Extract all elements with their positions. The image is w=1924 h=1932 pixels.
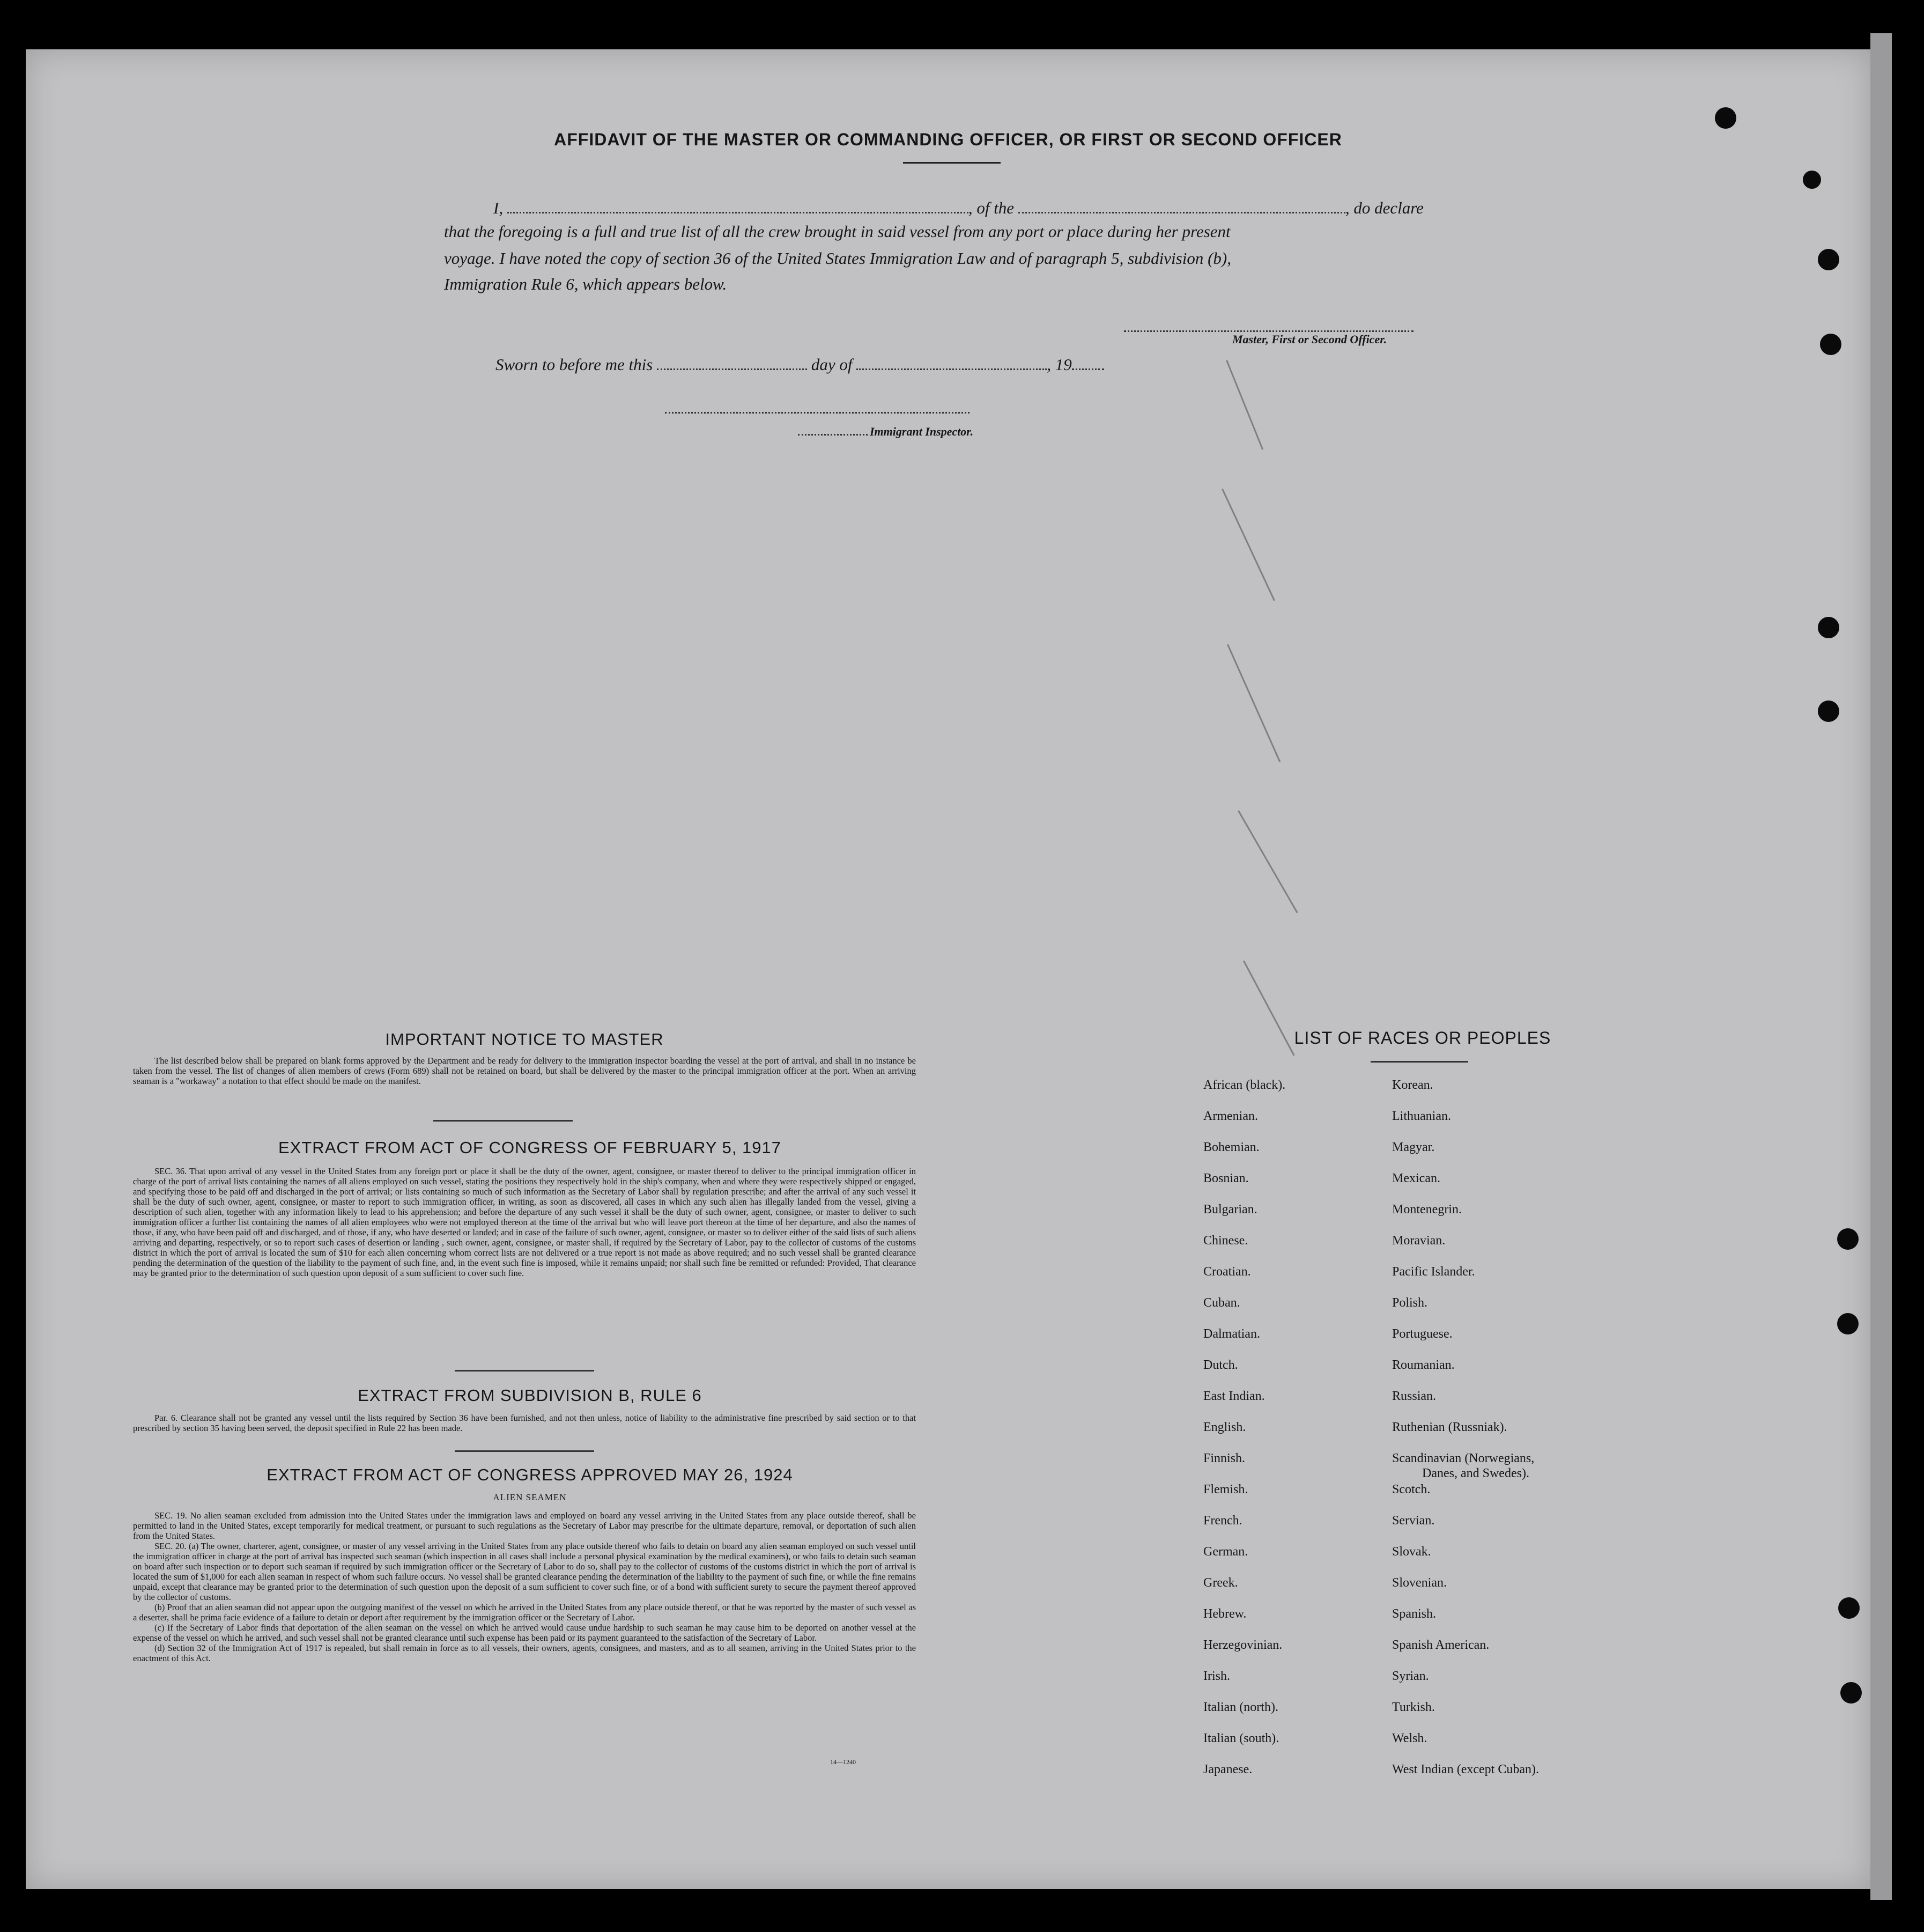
race-item: Montenegrin. — [1392, 1203, 1462, 1216]
race-item: Armenian. — [1203, 1109, 1258, 1123]
race-item: Greek. — [1203, 1576, 1238, 1590]
vessel-blank — [1018, 212, 1345, 213]
race-item: German. — [1203, 1545, 1248, 1559]
race-item: Scandinavian (Norwegians, — [1392, 1451, 1535, 1465]
race-item: Italian (north). — [1203, 1700, 1278, 1714]
race-item: Magyar. — [1392, 1140, 1435, 1154]
affidavit-line1-end: , do declare — [1345, 198, 1424, 217]
affidavit-line-3: voyage. I have noted the copy of section 36 of the United States Immigration Law and of paragraph 5, subdivision (b), — [444, 249, 1231, 268]
section-divider — [433, 1120, 573, 1122]
extract-1917-text: SEC. 36. That upon arrival of any vessel in the United States from any foreign port or place it shall be the duty of the owner, agent, consignee, or master thereof to deliver to the principal immigration officer in charge of the port of arrival lists containing the names of all aliens employed on such vessel, stating the positions they respectively hold in the ship's company, when and where they were respectively shipped or engaged, and specifying those to be paid off and discharged in the port of arrival; or lists containing so much of such information as the Secretary of Labor shall by regulation prescribe; and after the arrival of any such vessel it shall be the duty of such owner, agent, consignee, or master to report to such immigration officer, in writing, as soon as discovered, all cases in which any such alien has illegally landed from the vessel, giving a description of such alien, together with any information likely to lead to his apprehension; and before the departure of any such vessel it shall be the duty of such owner, agent, consignee, or master to deliver to such immigration officer a further list containing the names of all alien employees who were not employed thereon at the time of the arrival but who will leave port thereon at the time of her departure, and also the names of those, if any, who have been paid off and discharged, and of those, if any, who have deserted or landed; and in case of the failure of such owner, agent, consignee, or master so to deliver either of the said lists of such aliens arriving and departing, respectively, or so to report such cases of desertion or landing , such owner, agent, consignee, or master shall, if required by the Secretary of Labor, pay to the collector of customs of the customs district in which the port of arrival is located the sum of $10 for each alien concerning whom correct lists are not delivered or a true report is not made as above required; and no such vessel shall be granted clearance pending the determination of the question of the liability to the payment of such fine, and, in the event such fine is imposed, while it remains unpaid; nor shall such fine be remitted or refunded: Provided, That clearance may be granted prior to the determination of such question upon deposit of a sum sufficient to cover such fine. — [133, 1166, 916, 1278]
pencil-mark — [1222, 489, 1275, 601]
sworn-day-blank — [657, 368, 807, 370]
sec-20a-paragraph: SEC. 20. (a) The owner, charterer, agent, consignee, or master of any vessel arriving in the United States from any place outside thereof who fails to detain on board any alien seaman employed on such vessel until the immigration officer in charge at the port of arrival has inspected such seaman (which inspection in all cases shall include a personal physical examination by the medical examiners), or who fails to detain such seaman on board after such inspection or to deport such seaman if required by such immigration officer or the Secretary of Labor to do so, shall pay to the collector of customs of the customs district in which the port of arrival is located the sum of $1,000 for each alien seaman in respect of whom such failure occurs. No vessel shall be granted clearance pending the determination of the liability to the payment of such fine, or while the fine remains unpaid, except that clearance may be granted prior to the determination of such question upon the deposit of a sum sufficient to cover such fine, or of a bond with sufficient surety to secure the payment thereof approved by the collector of customs. — [133, 1541, 916, 1602]
extract-rule6-text: Par. 6. Clearance shall not be granted any vessel until the lists required by Section 36 have been furnished, and not then unless, notice of liability to the administrative fine prescribed by said section or to that prescribed by section 35 having been served, the deposit specified in Rule 22 has been made. — [133, 1413, 916, 1433]
inspector-label-row — [798, 425, 973, 439]
extract-rule6-title: EXTRACT FROM SUBDIVISION B, RULE 6 — [358, 1386, 702, 1405]
affidavit-line-1 — [493, 198, 1424, 218]
race-item: Slovak. — [1392, 1545, 1431, 1559]
race-item: Korean. — [1392, 1078, 1433, 1092]
pencil-mark — [1238, 810, 1298, 913]
inspector-signature-line — [665, 412, 970, 414]
race-item: Chinese. — [1203, 1234, 1248, 1248]
sworn-line — [495, 355, 1104, 374]
race-item: Finnish. — [1203, 1451, 1246, 1465]
pencil-mark — [1226, 360, 1263, 450]
extract-1917-title: EXTRACT FROM ACT OF CONGRESS OF FEBRUARY 5, 1917 — [278, 1138, 782, 1157]
affidavit-line-4: Immigration Rule 6, which appears below. — [444, 275, 727, 293]
binder-hole — [1818, 700, 1839, 722]
race-item: Flemish. — [1203, 1483, 1248, 1496]
race-item: Bohemian. — [1203, 1140, 1260, 1154]
inspector-label: Immigrant Inspector. — [870, 425, 974, 438]
section-divider — [455, 1450, 594, 1452]
notice-text: The list described below shall be prepared on blank forms approved by the Department and be ready for delivery to the immigration inspector boarding the vessel at the port of arrival, and shall in no instance be taken from the vessel. The list of changes of alien members of crews (Form 689) shall not be retained on board, but shall be delivered by the master to the principal immigration officer at the port. When an arriving seaman is a "workaway" a notation to that effect should be made on the manifest. — [133, 1056, 916, 1086]
race-item: Russian. — [1392, 1389, 1437, 1403]
binder-hole — [1837, 1228, 1859, 1250]
document-page — [26, 49, 1870, 1889]
race-item: Japanese. — [1203, 1763, 1253, 1776]
race-item: Pacific Islander. — [1392, 1265, 1475, 1279]
race-item: African (black). — [1203, 1078, 1286, 1092]
sworn-year-blank — [1072, 368, 1104, 370]
inspector-dots — [798, 434, 868, 436]
pencil-mark — [1227, 644, 1281, 762]
binder-hole — [1715, 107, 1736, 129]
alien-seamen-subtitle: ALIEN SEAMEN — [493, 1492, 567, 1502]
page-edge — [1870, 33, 1892, 1900]
binder-hole — [1818, 249, 1839, 270]
race-item: Welsh. — [1392, 1731, 1427, 1745]
race-item: Dalmatian. — [1203, 1327, 1260, 1341]
sec-20c-paragraph: (c) If the Secretary of Labor finds that deportation of the alien seaman on the vessel on which he arrived would cause undue hardship to such seaman he may cause him to be deported on another vessel at the expense of the vessel on which he arrived, and such vessel shall not be granted clearance until such expense has been paid or its payment guaranteed to the satisfaction of the Secretary of Labor. — [133, 1623, 916, 1643]
affidavit-title: AFFIDAVIT OF THE MASTER OR COMMANDING OFFICER, OR FIRST OR SECOND OFFICER — [554, 130, 1342, 149]
race-item: Dutch. — [1203, 1358, 1238, 1372]
race-item: Moravian. — [1392, 1234, 1446, 1248]
races-title-rule — [1371, 1061, 1468, 1063]
race-item: English. — [1203, 1420, 1246, 1434]
race-item: French. — [1203, 1514, 1242, 1528]
sec-19-paragraph: SEC. 19. No alien seaman excluded from admission into the United States under the immigration laws and employed on board any vessel arriving in the United States from any place outside thereof, shall be permitted to land in the United States, except temporarily for medical treatment, or pursuant to such regulations as the Secretary of Labor may prescribe for the ultimate departure, removal, or deportation of such alien from the United States. — [133, 1510, 916, 1541]
sworn-start: Sworn to before me this — [495, 355, 653, 374]
master-signature-line — [1124, 330, 1414, 332]
race-item: Cuban. — [1203, 1296, 1240, 1310]
race-item: Slovenian. — [1392, 1576, 1447, 1590]
race-item: Herzegovinian. — [1203, 1638, 1283, 1652]
race-item: Hebrew. — [1203, 1607, 1247, 1621]
race-item: Polish. — [1392, 1296, 1428, 1310]
section-divider — [455, 1370, 594, 1371]
form-number: 14—1240 — [830, 1758, 856, 1766]
race-item: East Indian. — [1203, 1389, 1265, 1403]
race-item: Spanish. — [1392, 1607, 1437, 1621]
binder-hole — [1838, 1597, 1860, 1619]
binder-hole — [1818, 617, 1839, 638]
race-item: West Indian (except Cuban). — [1392, 1763, 1539, 1776]
sworn-end: , 19 — [1047, 355, 1072, 374]
name-blank — [507, 212, 968, 213]
race-item: Portuguese. — [1392, 1327, 1453, 1341]
race-item: Bulgarian. — [1203, 1203, 1257, 1216]
race-item: Syrian. — [1392, 1669, 1429, 1683]
affidavit-line1-start: I, — [493, 198, 504, 217]
race-item: Scotch. — [1392, 1483, 1431, 1496]
race-item: Ruthenian (Russniak). — [1392, 1420, 1507, 1434]
master-signature-label: Master, First or Second Officer. — [1232, 333, 1387, 346]
binder-hole — [1840, 1682, 1862, 1704]
race-item: Spanish American. — [1392, 1638, 1490, 1652]
race-item: Lithuanian. — [1392, 1109, 1451, 1123]
binder-hole — [1803, 171, 1821, 189]
extract-1924-title: EXTRACT FROM ACT OF CONGRESS APPROVED MAY 26, 1924 — [267, 1465, 793, 1484]
race-item: Servian. — [1392, 1514, 1435, 1528]
title-rule — [903, 162, 1001, 164]
race-item: Mexican. — [1392, 1171, 1440, 1185]
race-item-continuation: Danes, and Swedes). — [1422, 1466, 1529, 1480]
notice-title: IMPORTANT NOTICE TO MASTER — [385, 1030, 664, 1049]
race-item: Turkish. — [1392, 1700, 1435, 1714]
affidavit-line-2: that the foregoing is a full and true list of all the crew brought in said vessel from any port or place during her present — [444, 222, 1231, 241]
race-item: Croatian. — [1203, 1265, 1251, 1279]
race-item: Italian (south). — [1203, 1731, 1279, 1745]
binder-hole — [1837, 1313, 1859, 1334]
binder-hole — [1820, 334, 1841, 355]
extract-1924-body — [133, 1510, 916, 1663]
race-item: Roumanian. — [1392, 1358, 1455, 1372]
sworn-mid: day of — [811, 355, 853, 374]
race-item: Bosnian. — [1203, 1171, 1249, 1185]
sec-20b-paragraph: (b) Proof that an alien seaman did not appear upon the outgoing manifest of the vessel on which he arrived in the United States from any place outside thereof, or that he was reported by the master of such vessel as a deserter, shall be prima facie evidence of a failure to detain or deport after requirement by the immigration officer or the Secretary of Labor. — [133, 1602, 916, 1623]
sworn-month-blank — [856, 368, 1047, 370]
races-title: LIST OF RACES OR PEOPLES — [1294, 1028, 1551, 1048]
sec-20d-paragraph: (d) Section 32 of the Immigration Act of 1917 is repealed, but shall remain in force as to all vessels, their owners, agents, consignees, and masters, and as to all seamen, arriving in the United States prior to the enactment of this Act. — [133, 1643, 916, 1663]
affidavit-line1-mid: , of the — [968, 198, 1015, 217]
race-item: Irish. — [1203, 1669, 1230, 1683]
